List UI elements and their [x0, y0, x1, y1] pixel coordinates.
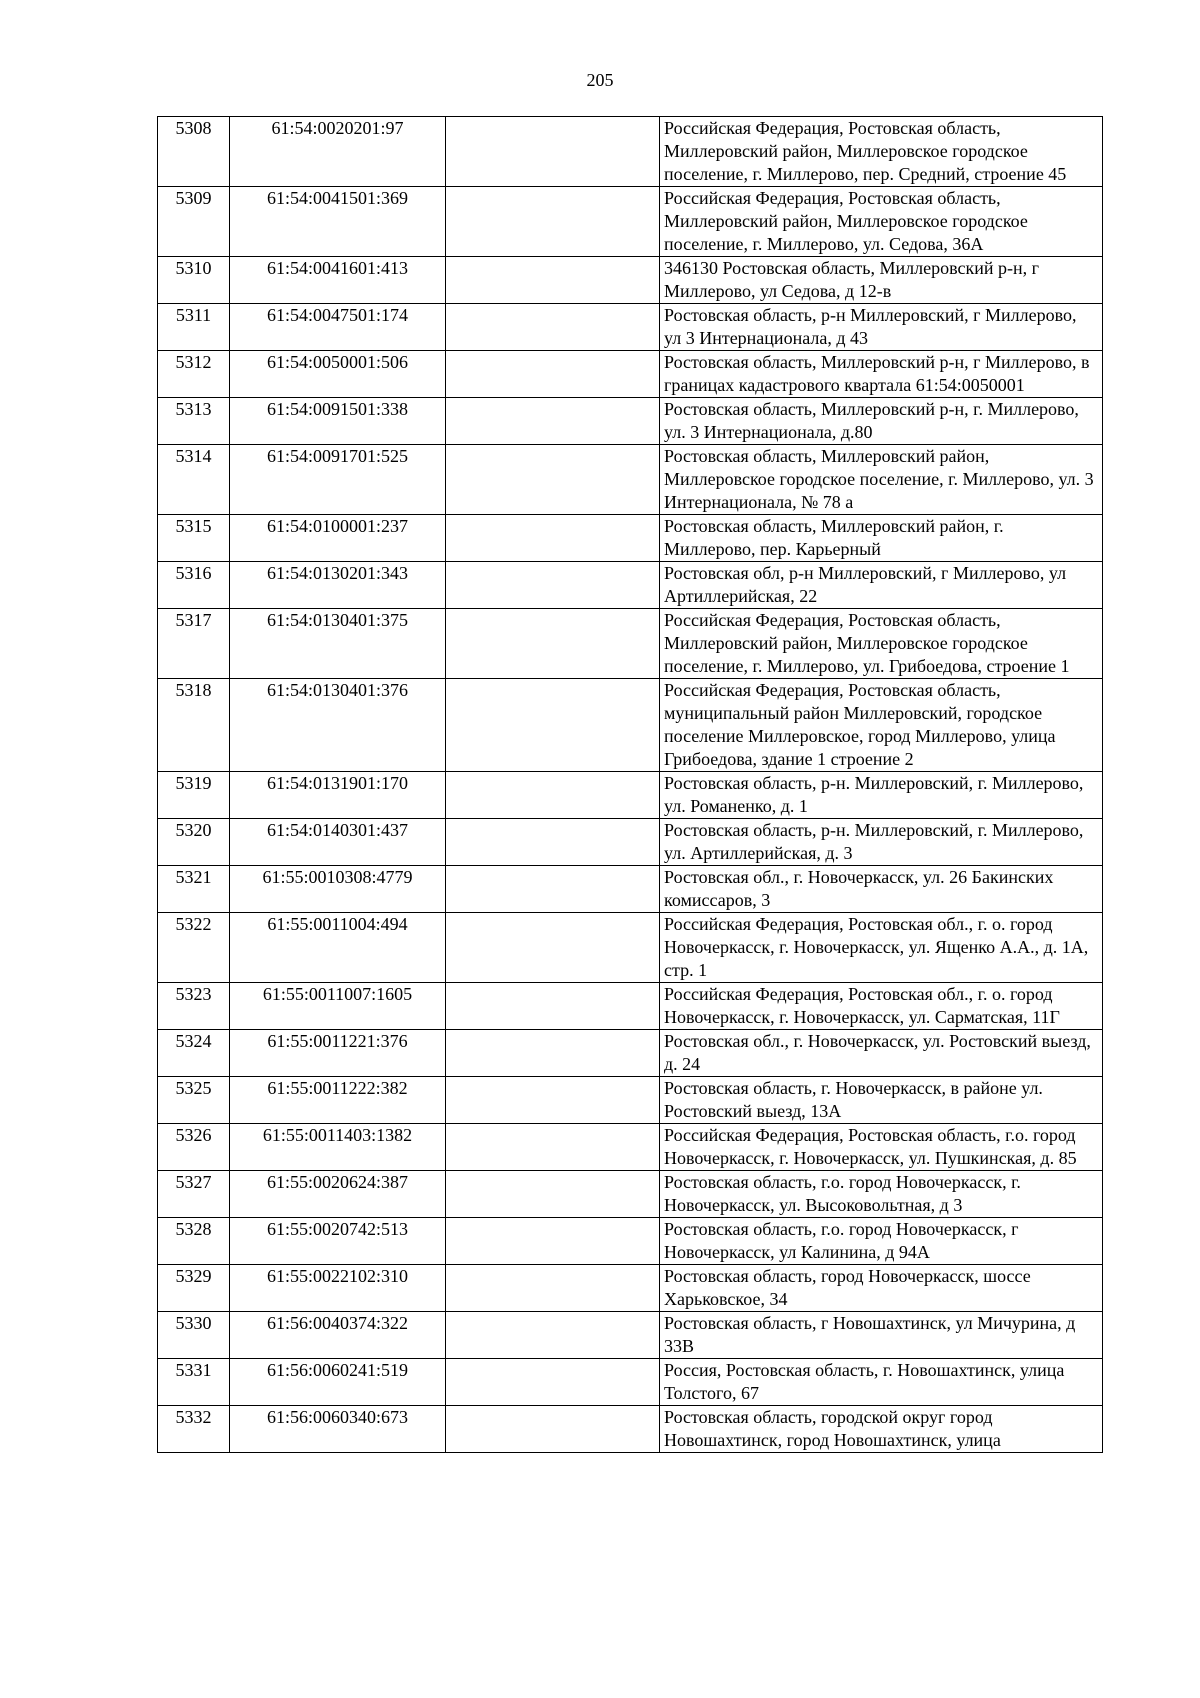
cadastral-number: 61:54:0020201:97	[230, 117, 446, 187]
row-number: 5309	[158, 187, 230, 257]
address: Ростовская область, р-н. Миллеровский, г. Миллерово, ул. Артиллерийская, д. 3	[660, 819, 1103, 866]
cadastral-number: 61:55:0020624:387	[230, 1171, 446, 1218]
row-number: 5329	[158, 1265, 230, 1312]
address: Ростовская область, г.о. город Новочеркасск, г Новочеркасск, ул Калинина, д 94А	[660, 1218, 1103, 1265]
table-row	[158, 913, 1103, 983]
row-number: 5328	[158, 1218, 230, 1265]
row-number: 5316	[158, 562, 230, 609]
address: Ростовская обл, р-н Миллеровский, г Миллерово, ул Артиллерийская, 22	[660, 562, 1103, 609]
table-row	[158, 679, 1103, 772]
empty-cell	[446, 866, 660, 913]
empty-cell	[446, 257, 660, 304]
row-number: 5326	[158, 1124, 230, 1171]
table-row	[158, 187, 1103, 257]
empty-cell	[446, 515, 660, 562]
empty-cell	[446, 562, 660, 609]
row-number: 5319	[158, 772, 230, 819]
row-number: 5324	[158, 1030, 230, 1077]
cadastral-number: 61:55:0011222:382	[230, 1077, 446, 1124]
cadastral-number: 61:55:0022102:310	[230, 1265, 446, 1312]
address: Российская Федерация, Ростовская обл., г. о. город Новочеркасск, г. Новочеркасск, ул. Ященко А.А., д. 1А, стр. 1	[660, 913, 1103, 983]
row-number: 5327	[158, 1171, 230, 1218]
table-row	[158, 866, 1103, 913]
row-number: 5332	[158, 1406, 230, 1453]
cadastral-number: 61:54:0130401:375	[230, 609, 446, 679]
address: Ростовская область, р-н. Миллеровский, г. Миллерово, ул. Романенко, д. 1	[660, 772, 1103, 819]
empty-cell	[446, 187, 660, 257]
empty-cell	[446, 1030, 660, 1077]
table-row	[158, 819, 1103, 866]
table-row	[158, 562, 1103, 609]
address: Ростовская область, р-н Миллеровский, г Миллерово, ул 3 Интернационала, д 43	[660, 304, 1103, 351]
cadastral-number: 61:54:0041601:413	[230, 257, 446, 304]
registry-body	[158, 117, 1103, 1453]
address: Ростовская область, Миллеровский р-н, г Миллерово, в границах кадастрового квартала 61:54:0050001	[660, 351, 1103, 398]
row-number: 5318	[158, 679, 230, 772]
address: Ростовская область, г.о. город Новочеркасск, г. Новочеркасск, ул. Высоковольтная, д 3	[660, 1171, 1103, 1218]
cadastral-number: 61:54:0091701:525	[230, 445, 446, 515]
row-number: 5308	[158, 117, 230, 187]
table-row	[158, 1359, 1103, 1406]
cadastral-number: 61:56:0060340:673	[230, 1406, 446, 1453]
table-row	[158, 983, 1103, 1030]
address: Ростовская область, Миллеровский район, Миллеровское городское поселение, г. Миллерово, ул. 3 Интернационала, № 78 а	[660, 445, 1103, 515]
row-number: 5315	[158, 515, 230, 562]
empty-cell	[446, 1312, 660, 1359]
empty-cell	[446, 1218, 660, 1265]
empty-cell	[446, 983, 660, 1030]
empty-cell	[446, 1265, 660, 1312]
address: Ростовская область, Миллеровский р-н, г. Миллерово, ул. 3 Интернационала, д.80	[660, 398, 1103, 445]
table-row	[158, 1124, 1103, 1171]
empty-cell	[446, 1124, 660, 1171]
address: Российская Федерация, Ростовская область, Миллеровский район, Миллеровское городское поселение, г. Миллерово, ул. Грибоедова, строение 1	[660, 609, 1103, 679]
table-row	[158, 1312, 1103, 1359]
row-number: 5312	[158, 351, 230, 398]
row-number: 5313	[158, 398, 230, 445]
table-row	[158, 445, 1103, 515]
empty-cell	[446, 609, 660, 679]
empty-cell	[446, 1359, 660, 1406]
address: 346130 Ростовская область, Миллеровский р-н, г Миллерово, ул Седова, д 12-в	[660, 257, 1103, 304]
cadastral-number: 61:55:0011403:1382	[230, 1124, 446, 1171]
cadastral-number: 61:55:0011007:1605	[230, 983, 446, 1030]
address: Российская Федерация, Ростовская область, г.о. город Новочеркасск, г. Новочеркасск, ул. Пушкинская, д. 85	[660, 1124, 1103, 1171]
empty-cell	[446, 398, 660, 445]
row-number: 5330	[158, 1312, 230, 1359]
table-row	[158, 351, 1103, 398]
table-row	[158, 1406, 1103, 1453]
row-number: 5323	[158, 983, 230, 1030]
cadastral-number: 61:54:0047501:174	[230, 304, 446, 351]
table-row	[158, 1030, 1103, 1077]
address: Ростовская область, Миллеровский район, г. Миллерово, пер. Карьерный	[660, 515, 1103, 562]
cadastral-number: 61:54:0130201:343	[230, 562, 446, 609]
table-row	[158, 515, 1103, 562]
address: Ростовская область, городской округ город Новошахтинск, город Новошахтинск, улица	[660, 1406, 1103, 1453]
cadastral-number: 61:56:0040374:322	[230, 1312, 446, 1359]
row-number: 5314	[158, 445, 230, 515]
address: Российская Федерация, Ростовская область, муниципальный район Миллеровский, городское поселение Миллеровское, город Миллерово, улица Грибоедова, здание 1 строение 2	[660, 679, 1103, 772]
cadastral-number: 61:54:0130401:376	[230, 679, 446, 772]
row-number: 5320	[158, 819, 230, 866]
row-number: 5322	[158, 913, 230, 983]
empty-cell	[446, 351, 660, 398]
table-row	[158, 398, 1103, 445]
row-number: 5317	[158, 609, 230, 679]
cadastral-number: 61:55:0020742:513	[230, 1218, 446, 1265]
empty-cell	[446, 445, 660, 515]
row-number: 5321	[158, 866, 230, 913]
cadastral-number: 61:54:0091501:338	[230, 398, 446, 445]
address: Российская Федерация, Ростовская область, Миллеровский район, Миллеровское городское поселение, г. Миллерово, пер. Средний, строение 45	[660, 117, 1103, 187]
table-row	[158, 117, 1103, 187]
address: Россия, Ростовская область, г. Новошахтинск, улица Толстого, 67	[660, 1359, 1103, 1406]
row-number: 5310	[158, 257, 230, 304]
cadastral-number: 61:55:0011004:494	[230, 913, 446, 983]
table-row	[158, 772, 1103, 819]
table-row	[158, 1077, 1103, 1124]
cadastral-number: 61:54:0140301:437	[230, 819, 446, 866]
page-number: 205	[586, 70, 614, 90]
cadastral-number: 61:55:0011221:376	[230, 1030, 446, 1077]
table-row	[158, 609, 1103, 679]
address: Ростовская обл., г. Новочеркасск, ул. 26 Бакинских комиссаров, 3	[660, 866, 1103, 913]
address: Ростовская обл., г. Новочеркасск, ул. Ростовский выезд, д. 24	[660, 1030, 1103, 1077]
empty-cell	[446, 913, 660, 983]
empty-cell	[446, 1406, 660, 1453]
property-registry-table	[157, 116, 1103, 1453]
row-number: 5311	[158, 304, 230, 351]
address: Ростовская область, г. Новочеркасск, в районе ул. Ростовский выезд, 13А	[660, 1077, 1103, 1124]
empty-cell	[446, 819, 660, 866]
address: Российская Федерация, Ростовская область, Миллеровский район, Миллеровское городское поселение, г. Миллерово, ул. Седова, 36А	[660, 187, 1103, 257]
cadastral-number: 61:55:0010308:4779	[230, 866, 446, 913]
empty-cell	[446, 772, 660, 819]
empty-cell	[446, 1077, 660, 1124]
row-number: 5331	[158, 1359, 230, 1406]
table-row	[158, 1265, 1103, 1312]
cadastral-number: 61:56:0060241:519	[230, 1359, 446, 1406]
cadastral-number: 61:54:0041501:369	[230, 187, 446, 257]
table-row	[158, 1171, 1103, 1218]
empty-cell	[446, 117, 660, 187]
cadastral-number: 61:54:0100001:237	[230, 515, 446, 562]
empty-cell	[446, 1171, 660, 1218]
empty-cell	[446, 304, 660, 351]
table-row	[158, 304, 1103, 351]
address: Ростовская область, город Новочеркасск, шоссе Харьковское, 34	[660, 1265, 1103, 1312]
address: Российская Федерация, Ростовская обл., г. о. город Новочеркасск, г. Новочеркасск, ул. Сарматская, 11Г	[660, 983, 1103, 1030]
empty-cell	[446, 679, 660, 772]
address: Ростовская область, г Новошахтинск, ул Мичурина, д 33В	[660, 1312, 1103, 1359]
table-row	[158, 257, 1103, 304]
table-row	[158, 1218, 1103, 1265]
cadastral-number: 61:54:0131901:170	[230, 772, 446, 819]
row-number: 5325	[158, 1077, 230, 1124]
cadastral-number: 61:54:0050001:506	[230, 351, 446, 398]
